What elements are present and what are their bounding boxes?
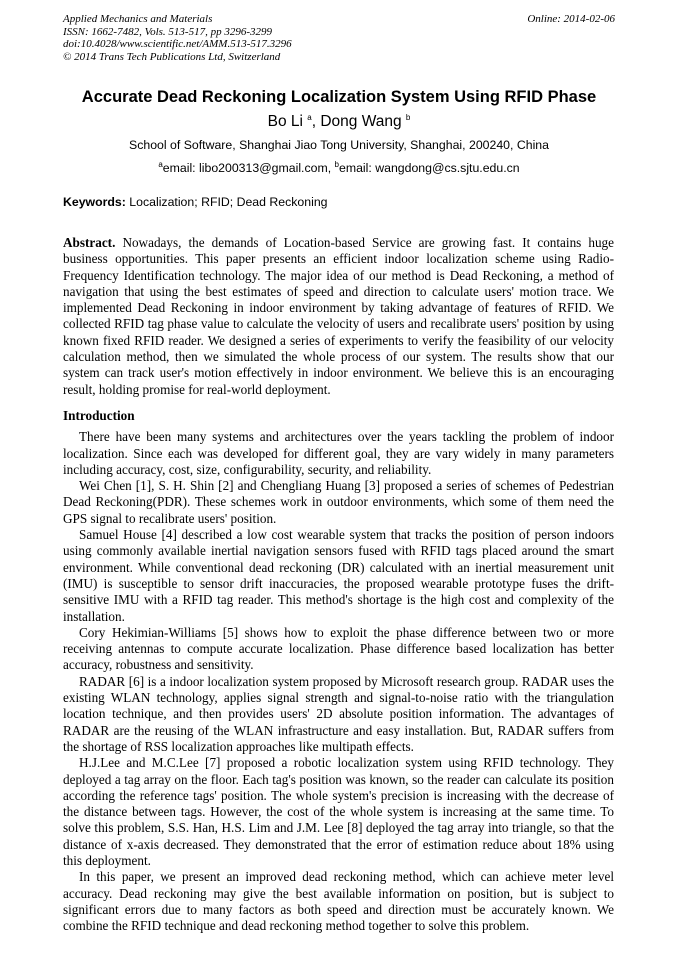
paragraph: H.J.Lee and M.C.Lee [7] proposed a robotic localization system using RFID technology. They deployed a tag array on the floor. Each tag's position was known, so the reader can calculate its position according the reference tags' position. The whole system's precision is increasing with the decrease of the distance between tags. However, the cost of the whole system is increasing at the same time. To solve this problem, S.S. Han, H.S. Lim and J.M. Lee [8] deployed the tag array into triangle, so that the distance of x-axis decreased. They demonstrated that the error of estimation reduce about 18% using this deployment.: [63, 755, 614, 868]
abstract-label: Abstract.: [63, 235, 116, 250]
authors: [0, 113, 678, 131]
paragraph: Wei Chen [1], S. H. Shin [2] and Chengliang Huang [3] proposed a series of schemes of Pedestrian Dead Reckoning(PDR). These schemes work in outdoor environments, which some of them need the GPS signal to recalibrate users' position.: [63, 478, 614, 526]
online-date: Online: 2014-02-06: [527, 13, 615, 25]
author-2: , Dong Wang: [311, 113, 406, 131]
issn: ISSN: 1662-7482, Vols. 513-517, pp 3296-3299: [63, 25, 272, 38]
keywords-text: Localization; RFID; Dead Reckoning: [125, 195, 328, 209]
email-2: email: wangdong@cs.sjtu.edu.cn: [339, 161, 520, 176]
abstract: [63, 235, 614, 398]
paper-title: Accurate Dead Reckoning Localization System Using RFID Phase: [81, 88, 597, 106]
paragraph: RADAR [6] is a indoor localization system proposed by Microsoft research group. RADAR uses the existing WLAN technology, applies signal strength and signal-to-noise ratio with the triangulation location technique, and then provides users' 2D absolute position information. The advantages of RADAR are the reusing of the WLAN infrastructure and easy installation. But, RADAR suffers from the shortage of RSS localization approaches like multipath effects.: [63, 673, 614, 754]
section-heading-introduction: Introduction: [63, 407, 135, 423]
author-1-mark: a: [307, 113, 312, 122]
paper-body: [63, 235, 614, 934]
abstract-text: Nowadays, the demands of Location-based Service are growing fast. It contains huge business opportunities. This paper presents an efficient indoor localization scheme using Radio-Frequency Identification technology. The major idea of our method is Dead Reckoning, a method of navigation that using the best estimates of speed and direction to calculate users' motion trace. We implemented Dead Reckoning in indoor environment by taking advantage of features of RFID. We collected RFID tag phase value to calculate the velocity of users and recalibrate users' position by using known fixed RFID reader. We designed a series of experiments to verify the feasibility of our velocity calculation method, then we simulated the whole process of our system. The results show that our system can track user's motion effectively in indoor environment. We believe this is an encouraging result, holding promise for real-world deployment.: [63, 235, 614, 397]
copyright: © 2014 Trans Tech Publications Ltd, Switzerland: [63, 50, 281, 63]
paragraph: Samuel House [4] described a low cost wearable system that tracks the position of person indoors using commonly available inertial navigation sensors fused with RFID tags placed around the smart environment. While conventional dead reckoning (DR) calculated with an inertial measurement unit (IMU) is susceptible to sensor drift inaccuracies, the proposed wearable prototype fuses the drift-sensitive IMU with a RFID tag reader. This method's shortage is the high cost and complexity of the installation.: [63, 527, 614, 624]
email-1: email: libo200313@gmail.com,: [162, 161, 335, 176]
emails: [0, 160, 678, 175]
keywords: [63, 195, 328, 209]
paragraph: Cory Hekimian-Williams [5] shows how to exploit the phase difference between two or more receiving antennas to compute accurate localization. Phase difference based localization has better accuracy, robustness and sensitivity.: [63, 624, 614, 673]
paragraph: In this paper, we present an improved dead reckoning method, which can achieve meter level accuracy. Dead reckoning may give the best available information on position, but is subject to significant errors due to many factors as both speed and direction must be accurately known. We combine the RFID technique and dead reckoning method together to solve this problem.: [63, 869, 614, 934]
email-1-mark: a: [158, 160, 163, 169]
doi: doi:10.4028/www.scientific.net/AMM.513-517.3296: [63, 38, 292, 50]
journal-name: Applied Mechanics and Materials: [63, 13, 213, 25]
author-2-mark: b: [405, 113, 411, 122]
email-2-mark: b: [334, 160, 339, 169]
author-1: Bo Li: [267, 113, 308, 131]
journal-header: [63, 13, 292, 63]
paragraph: There have been many systems and architectures over the years tackling the problem of indoor localization. Since each was developed for different goal, they are vary widely in many parameters including accuracy, cost, size, configurability, security, and reliability.: [63, 429, 614, 477]
affiliation: School of Software, Shanghai Jiao Tong University, Shanghai, 200240, China: [129, 138, 549, 152]
keywords-label: Keywords:: [63, 195, 126, 209]
